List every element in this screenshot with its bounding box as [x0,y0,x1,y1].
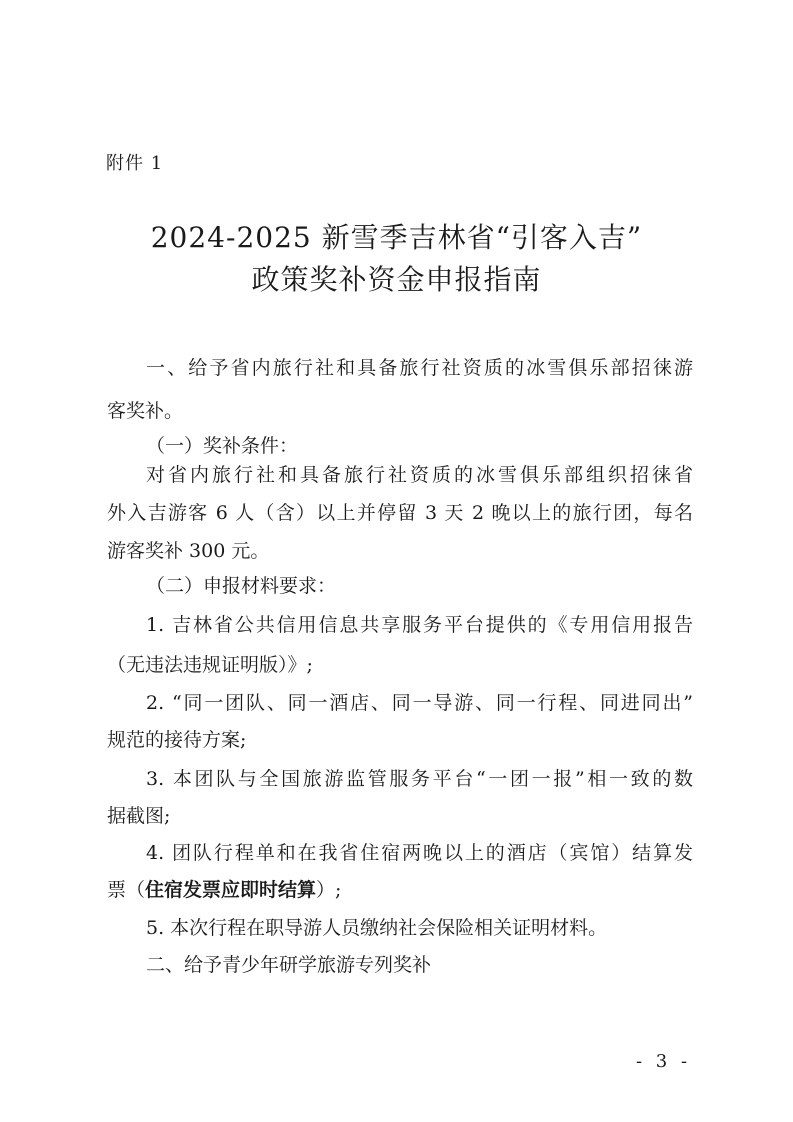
requirement-3-line-1: 3. 本团队与全国旅游监管服务平台“一团一报”相一致的数 [146,768,693,790]
requirement-4-emphasis: 住宿发票应即时结算 [145,879,317,901]
attachment-label: 附件 1 [106,153,164,174]
document-title-line-2: 政策奖补资金申报指南 [251,263,542,296]
requirement-4-line-2 [107,877,693,903]
subsection-1-text-line-3: 游客奖补 300 元。 [107,540,270,562]
requirement-2-line-1: 2. “同一团队、同一酒店、同一导游、同一行程、同进同出” [146,692,693,714]
section-1-heading-line-1: 一、给予省内旅行社和具备旅行社资质的冰雪俱乐部招徕游 [146,357,693,379]
requirement-5: 5. 本次行程在职导游人员缴纳社会保险相关证明材料。 [146,917,608,939]
subsection-1-heading: （一）奖补条件： [146,435,299,457]
requirement-3-line-2: 据截图; [107,805,171,827]
section-2-heading: 二、给予青少年研学旅游专列奖补 [146,954,432,976]
subsection-2-heading: （二）申报材料要求： [146,575,337,597]
requirement-4-prefix: 票（ [107,879,146,901]
requirement-2-line-2: 规范的接待方案; [107,729,247,751]
requirement-4-suffix: ）; [316,879,342,901]
page-number: - 3 - [636,1051,692,1072]
requirement-1-line-1: 1. 吉林省公共信用信息共享服务平台提供的《专用信用报告 [146,614,693,636]
requirement-1-line-2: （无违法违规证明版）》; [107,654,313,676]
requirement-4-line-1: 4. 团队行程单和在我省住宿两晚以上的酒店（宾馆）结算发 [146,842,693,864]
subsection-1-text-line-2: 外入吉游客 6 人（含）以上并停留 3 天 2 晚以上的旅行团，每名 [107,502,693,524]
document-title-line-1: 2024-2025 新雪季吉林省“引客入吉” [150,221,643,254]
section-1-heading-line-2: 客奖补。 [107,400,184,422]
subsection-1-text-line-1: 对省内旅行社和具备旅行社资质的冰雪俱乐部组织招徕省 [146,464,693,486]
